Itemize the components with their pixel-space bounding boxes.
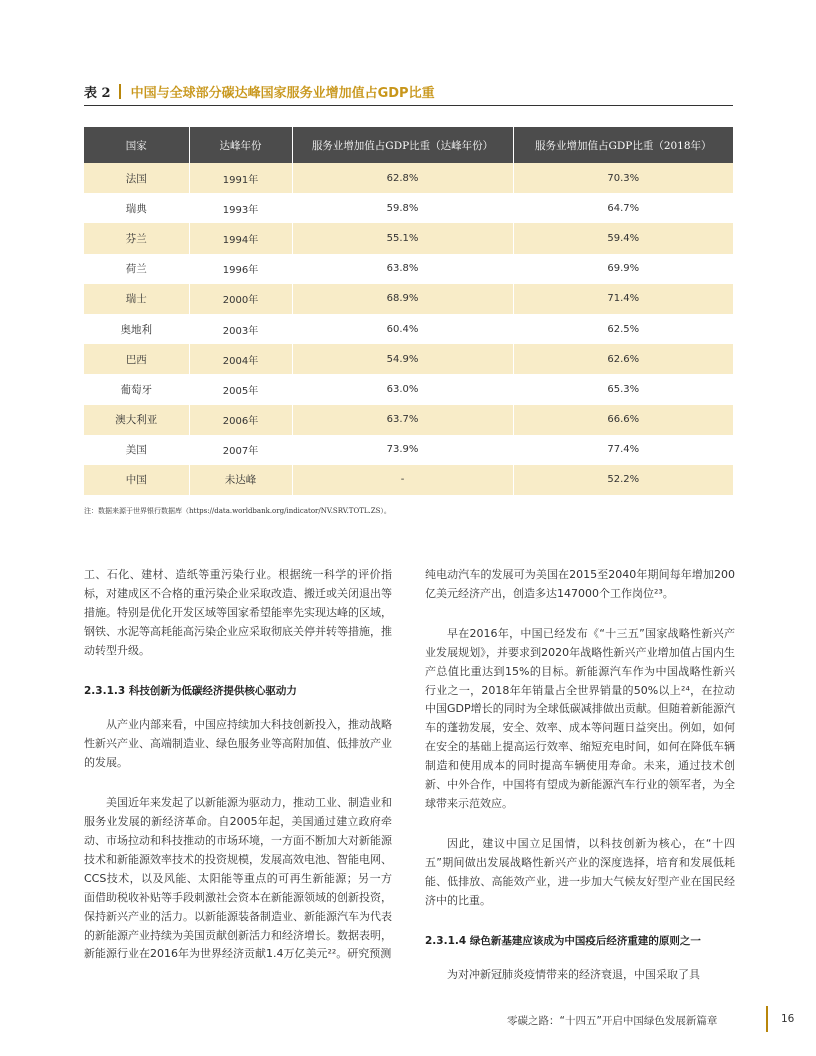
country-cell: 荷兰 — [84, 254, 189, 284]
paragraph: 为对冲新冠肺炎疫情带来的经济衰退，中国采取了具 — [447, 968, 700, 982]
country-cell: 瑞士 — [84, 284, 189, 314]
table-row — [84, 314, 733, 344]
peak-share-cell: 68.9% — [292, 284, 513, 314]
table-row — [84, 465, 733, 495]
country-cell: 芬兰 — [84, 223, 189, 253]
table-row — [84, 163, 733, 193]
year-cell: 1994年 — [189, 223, 292, 253]
paragraph: 纯电动汽车的发展可为美国在2015至2040年期间每年增加200亿美元经济产出，创造多达147000个工作岗位²³。 — [425, 568, 735, 600]
column-header: 国家 — [84, 127, 189, 163]
paragraph: 早在2016年，中国已经发布《“十三五”国家战略性新兴产业发展规划》，并要求到2020年战略性新兴产业增加值占国内生产总值比重达到15%的目标。新能源汽车作为中国战略性新兴行业之一，2018年年销量占全世界销量的50%以上²⁴，在拉动中国GDP增长的同时为全球低碳减排做出贡献。但随着新能源汽车的蓬勃发展，安全、效率、成本等问题日益突出。例如，如何在安全的基础上提高运行效率、缩短充电时间，如何在降低车辆制造和使用成本的同时提高车辆使用寿命。未来，通过技术创新、中外合作，中国将有望成为新能源汽车行业的领军者，为全球带来示范效应。 — [425, 626, 735, 810]
country-cell: 奥地利 — [84, 314, 189, 344]
country-cell: 法国 — [84, 163, 189, 193]
year-cell: 2005年 — [189, 374, 292, 404]
paragraph: 因此，建议中国立足国情，以科技创新为核心，在“十四五”期间做出发展战略性新兴产业的深度选择，培育和发展低耗能、低排放、高能效产业，进一步加大气候友好型产业在国民经济中的比重。 — [425, 836, 735, 907]
peak-share-cell: 63.7% — [292, 405, 513, 435]
column-header: 服务业增加值占GDP比重（达峰年份） — [292, 127, 513, 163]
table-title-text: 中国与全球部分碳达峰国家服务业增加值占GDP比重 — [130, 85, 435, 101]
share-2018-cell: 69.9% — [513, 254, 733, 284]
paragraph: 美国近年来发起了以新能源为驱动力，推动工业、制造业和服务业发展的新经济革命。自2005年起，美国通过建立政府牵动、市场拉动和科技推动的市场环境，一方面不断加大对新能源技术和新能源效率技术的投资规模，发展高效电池、智能电网、CCS技术，以及风能、太阳能等重点的可再生新能源；另一方面借助税收补贴等手段刺激社会资本在新能源领域的创新投资，保持新兴产业的活力。以新能源装备制造业、新能源汽车为代表的新能源产业持续为美国贡献创新活力和经济增长。数据表明，新能源行业在2016年为世界经济贡献1.4万亿美元²²。研究预测 — [84, 796, 392, 961]
share-2018-cell: 70.3% — [513, 163, 733, 193]
table-row — [84, 374, 733, 404]
table-row — [84, 223, 733, 253]
share-2018-cell: 77.4% — [513, 435, 733, 465]
country-cell: 美国 — [84, 435, 189, 465]
table-row — [84, 254, 733, 284]
peak-share-cell: - — [292, 465, 513, 495]
year-cell: 1996年 — [189, 254, 292, 284]
title-divider — [119, 84, 121, 99]
table-number: 表 2 — [84, 85, 111, 101]
column-header: 达峰年份 — [189, 127, 292, 163]
country-cell: 葡萄牙 — [84, 374, 189, 404]
table-row — [84, 284, 733, 314]
table-note: 注：数据来源于世界银行数据库（https://data.worldbank.org/indicator/NV.SRV.TOTL.ZS）。 — [84, 507, 391, 515]
table-row — [84, 193, 733, 223]
peak-share-cell: 73.9% — [292, 435, 513, 465]
section-heading: 2.3.1.4 绿色新基建应该成为中国疫后经济重建的原则之一 — [425, 934, 701, 947]
table-row — [84, 435, 733, 465]
page-number: 16 — [781, 1013, 795, 1025]
paragraph: 从产业内部来看，中国应持续加大科技创新投入，推动战略性新兴产业、高端制造业、绿色服务业等高附加值、低排放产业的发展。 — [84, 718, 392, 770]
peak-share-cell: 59.8% — [292, 193, 513, 223]
footer-title: 零碳之路：“十四五”开启中国绿色发展新篇章 — [507, 1015, 718, 1027]
share-2018-cell: 62.5% — [513, 314, 733, 344]
year-cell: 2006年 — [189, 405, 292, 435]
title-rule — [84, 105, 733, 106]
year-cell: 1991年 — [189, 163, 292, 193]
country-cell: 瑞典 — [84, 193, 189, 223]
share-2018-cell: 62.6% — [513, 344, 733, 374]
table-row — [84, 405, 733, 435]
peak-share-cell: 54.9% — [292, 344, 513, 374]
left-column — [84, 566, 392, 964]
year-cell: 2000年 — [189, 284, 292, 314]
paragraph: 工、石化、建材、造纸等重污染行业。根据统一科学的评价指标，对建成区不合格的重污染企业采取改造、搬迁或关闭退出等措施。特别是优化开发区域等国家希望能率先实现达峰的区域，钢铁、水泥等高耗能高污染企业应采取彻底关停并转等措施，推动转型升级。 — [84, 568, 392, 657]
gdp-share-table — [84, 127, 733, 495]
year-cell: 2004年 — [189, 344, 292, 374]
year-cell: 2007年 — [189, 435, 292, 465]
country-cell: 澳大利亚 — [84, 405, 189, 435]
share-2018-cell: 59.4% — [513, 223, 733, 253]
country-cell: 中国 — [84, 465, 189, 495]
table-header-row — [84, 127, 733, 163]
share-2018-cell: 65.3% — [513, 374, 733, 404]
section-heading: 2.3.1.3 科技创新为低碳经济提供核心驱动力 — [84, 684, 297, 697]
column-header: 服务业增加值占GDP比重（2018年） — [513, 127, 733, 163]
year-cell: 2003年 — [189, 314, 292, 344]
peak-share-cell: 60.4% — [292, 314, 513, 344]
table-row — [84, 344, 733, 374]
peak-share-cell: 63.8% — [292, 254, 513, 284]
peak-share-cell: 62.8% — [292, 163, 513, 193]
footer-divider — [766, 1006, 768, 1032]
table-title — [84, 81, 733, 101]
year-cell: 1993年 — [189, 193, 292, 223]
share-2018-cell: 52.2% — [513, 465, 733, 495]
year-cell: 未达峰 — [189, 465, 292, 495]
share-2018-cell: 71.4% — [513, 284, 733, 314]
share-2018-cell: 66.6% — [513, 405, 733, 435]
right-column — [425, 566, 735, 985]
country-cell: 巴西 — [84, 344, 189, 374]
peak-share-cell: 55.1% — [292, 223, 513, 253]
share-2018-cell: 64.7% — [513, 193, 733, 223]
peak-share-cell: 63.0% — [292, 374, 513, 404]
